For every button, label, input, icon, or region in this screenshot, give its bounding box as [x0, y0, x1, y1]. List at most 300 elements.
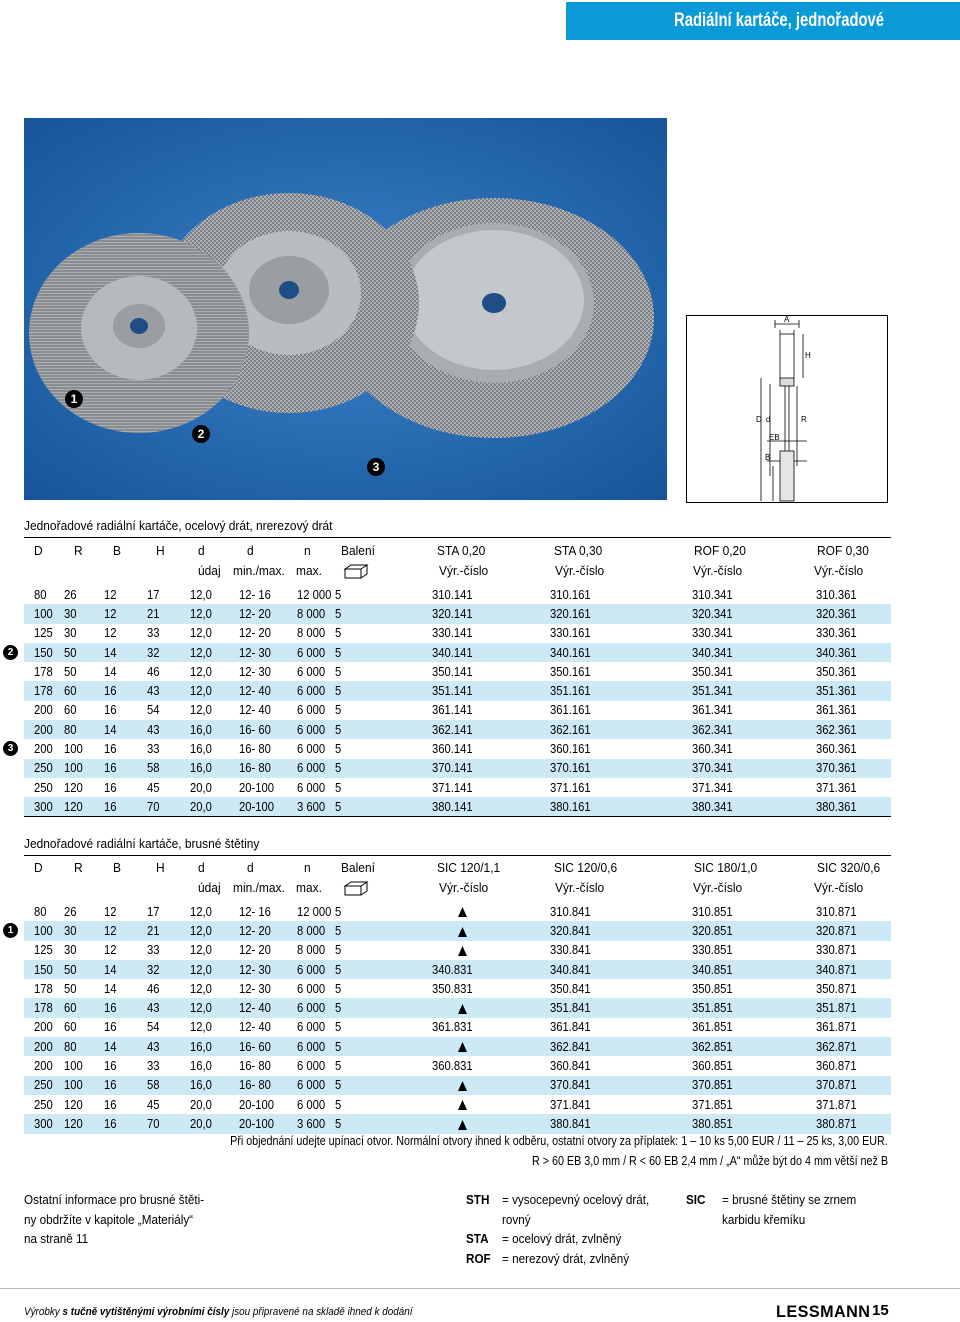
- cell-value: 351.871: [816, 1001, 857, 1016]
- table-row: [24, 1037, 891, 1056]
- section1-bottom-rule: [24, 816, 891, 817]
- cell-value: 6 000: [297, 1059, 326, 1074]
- cell-value: 16: [103, 742, 117, 757]
- section1-header-top-1: R: [74, 543, 83, 558]
- cell-value: 12: [103, 606, 117, 621]
- table-row: [24, 624, 891, 643]
- cell-value: 361.841: [550, 1020, 591, 1035]
- cell-value: 371.141: [431, 780, 473, 795]
- cell-value: 70: [147, 799, 160, 814]
- cell-value: 100: [34, 923, 53, 938]
- cell-value: 120: [64, 1116, 84, 1131]
- section1-header-top-3: H: [156, 543, 165, 558]
- legend-text-rof: = nerezový drát, zvlněný: [502, 1250, 630, 1266]
- cell-value: 100: [34, 606, 53, 621]
- cell-value: 5: [334, 981, 341, 996]
- table-row: [24, 960, 891, 979]
- section2-header-top-1: R: [74, 860, 83, 875]
- section2-header-bottom-2: max.: [296, 880, 322, 895]
- cell-value: 5: [334, 1078, 341, 1093]
- table-row: [24, 1114, 891, 1133]
- cell-value: 320.161: [550, 606, 591, 621]
- cell-value: 5: [334, 645, 341, 660]
- triangle-icon: [458, 1120, 467, 1130]
- table-row: [24, 778, 891, 797]
- info-text: [24, 1190, 204, 1249]
- legend-left: [466, 1190, 649, 1268]
- cell-value: 16- 60: [239, 722, 272, 737]
- section1-header-bottom-3: Výr.-číslo: [439, 563, 489, 578]
- table-row: [24, 1095, 891, 1114]
- section1-header-top-4: d: [198, 543, 205, 558]
- cell-value: 120: [64, 799, 84, 814]
- cell-value: 178: [34, 1001, 53, 1016]
- cell-value: 100: [64, 742, 84, 757]
- cell-value: 350.161: [550, 664, 591, 679]
- cell-value: 340.361: [816, 645, 857, 660]
- cell-value: 33: [147, 1059, 160, 1074]
- cell-value: 16: [103, 703, 117, 718]
- cell-value: 20-100: [239, 780, 275, 795]
- cell-value: 12- 40: [239, 1001, 272, 1016]
- section1-header-top-10: ROF 0,20: [694, 543, 746, 558]
- cell-value: 200: [34, 1059, 53, 1074]
- cell-value: 21: [147, 606, 160, 621]
- cell-value: 330.341: [691, 626, 733, 641]
- cell-value: 350.871: [816, 981, 857, 996]
- cell-value: 12: [103, 943, 117, 958]
- cell-value: 6 000: [297, 703, 326, 718]
- section2-header-bottom-5: Výr.-číslo: [693, 880, 743, 895]
- photo-badge-3: 3: [367, 458, 385, 476]
- cell-value: 8 000: [297, 626, 326, 641]
- cell-value: 12- 30: [239, 645, 272, 660]
- cell-value: 380.871: [816, 1116, 857, 1131]
- table-row: [24, 1076, 891, 1095]
- cell-value: 17: [147, 587, 160, 602]
- cell-value: 12,0: [189, 626, 212, 641]
- section1-header-top-0: D: [34, 543, 43, 558]
- cell-value: 360.851: [691, 1059, 733, 1074]
- cell-value: 20-100: [239, 1097, 275, 1112]
- cell-value: 371.361: [816, 780, 857, 795]
- cell-value: 150: [34, 962, 53, 977]
- cell-value: 5: [334, 742, 341, 757]
- cell-value: 58: [147, 1078, 160, 1093]
- section1-header: [24, 543, 891, 583]
- cell-value: 80: [64, 1039, 77, 1054]
- cell-value: 370.341: [691, 761, 733, 776]
- cell-value: 320.341: [691, 606, 733, 621]
- cell-value: 310.341: [691, 587, 733, 602]
- cell-value: 20-100: [239, 1116, 275, 1131]
- cell-value: 46: [147, 664, 160, 679]
- cell-value: 12,0: [189, 1001, 212, 1016]
- cell-value: 340.841: [550, 962, 591, 977]
- legend-text-sic: = brusné štětiny se zrnem: [722, 1192, 857, 1207]
- cell-value: 362.871: [816, 1039, 857, 1054]
- cell-value: 178: [34, 664, 53, 679]
- brand-logo: LESSMANN: [776, 1302, 871, 1321]
- legend-code-sic: SIC: [686, 1192, 706, 1207]
- cell-value: 20,0: [189, 1097, 212, 1112]
- cell-value: 340.871: [816, 962, 857, 977]
- cell-value: 12: [103, 923, 117, 938]
- section1-header-top-5: d: [247, 543, 254, 558]
- cell-value: 362.841: [550, 1039, 591, 1054]
- cell-value: 16- 80: [239, 742, 272, 757]
- cell-value: 370.851: [691, 1078, 733, 1093]
- dim-label-d-upper: D: [756, 415, 762, 424]
- section2-header-top-2: B: [113, 860, 121, 875]
- cell-value: 300: [34, 799, 53, 814]
- dim-label-d-lower: d: [766, 415, 771, 424]
- cell-value: 45: [147, 1097, 160, 1112]
- cell-value: 360.161: [550, 742, 591, 757]
- cell-value: 6 000: [297, 962, 326, 977]
- cell-value: 16: [103, 1116, 117, 1131]
- section1-title: Jednořadové radiální kartáče, ocelový drát, nrerezový drát: [24, 518, 333, 533]
- cell-value: 330.361: [816, 626, 857, 641]
- cell-value: 6 000: [297, 1078, 326, 1093]
- triangle-icon: [458, 1042, 467, 1052]
- section2-header-top-11: SIC 320/0,6: [817, 860, 881, 875]
- section1-header-bottom-4: Výr.-číslo: [555, 563, 605, 578]
- cell-value: 30: [64, 943, 77, 958]
- cell-value: 5: [334, 1020, 341, 1035]
- triangle-icon: [458, 927, 467, 937]
- cell-value: 371.841: [550, 1097, 591, 1112]
- cell-value: 16- 80: [239, 761, 272, 776]
- cell-value: 360.831: [431, 1059, 473, 1074]
- cell-value: 20,0: [189, 1116, 212, 1131]
- cell-value: 200: [34, 722, 53, 737]
- package-icon: [343, 563, 369, 582]
- legend-text-sta: = ocelový drát, zvlněný: [502, 1231, 622, 1246]
- cell-value: 60: [64, 684, 77, 699]
- section2-rule: [24, 855, 891, 856]
- cell-value: 310.361: [816, 587, 857, 602]
- section1-rule: [24, 537, 891, 538]
- cell-value: 250: [34, 1097, 53, 1112]
- cell-value: 5: [334, 606, 341, 621]
- cell-value: 5: [334, 1097, 341, 1112]
- cell-value: 12,0: [189, 645, 212, 660]
- cell-value: 16- 80: [239, 1078, 272, 1093]
- section2-title: Jednořadové radiální kartáče, brusné štětiny: [24, 836, 260, 851]
- table-row: [24, 979, 891, 998]
- cell-value: 5: [334, 626, 341, 641]
- cell-value: 12- 20: [239, 606, 272, 621]
- table-row: [24, 998, 891, 1017]
- cell-value: 340.831: [431, 962, 473, 977]
- cell-value: 351.141: [431, 684, 473, 699]
- cell-value: 12,0: [189, 684, 212, 699]
- cell-value: 50: [64, 981, 77, 996]
- legend-text-sth-2: rovný: [502, 1211, 531, 1227]
- cell-value: 16: [103, 780, 117, 795]
- cell-value: 12,0: [189, 703, 212, 718]
- cell-value: 16: [103, 1001, 117, 1016]
- cell-value: 330.851: [691, 943, 733, 958]
- cell-value: 380.141: [431, 799, 473, 814]
- cell-value: 80: [34, 904, 47, 919]
- cell-value: 250: [34, 780, 53, 795]
- legend-code-rof: ROF: [466, 1250, 491, 1266]
- cell-value: 371.341: [691, 780, 733, 795]
- cell-value: 5: [334, 722, 341, 737]
- section2-table: [24, 902, 891, 1134]
- cell-value: 16: [103, 684, 117, 699]
- cell-value: 5: [334, 664, 341, 679]
- cell-value: 380.161: [550, 799, 591, 814]
- cell-value: 5: [334, 1059, 341, 1074]
- cell-value: 360.141: [431, 742, 473, 757]
- cell-value: 5: [334, 943, 341, 958]
- legend-text-sic-2: karbidu křemíku: [722, 1211, 806, 1227]
- cell-value: 5: [334, 1001, 341, 1016]
- section1-table: [24, 585, 891, 817]
- cell-value: 178: [34, 981, 53, 996]
- cell-value: 16,0: [189, 742, 212, 757]
- cell-value: 330.141: [431, 626, 473, 641]
- legend-code-sth: STH: [466, 1192, 490, 1207]
- cell-value: 351.341: [691, 684, 733, 699]
- cell-value: 351.161: [550, 684, 591, 699]
- table-row: [24, 662, 891, 681]
- cell-value: 350.831: [431, 981, 473, 996]
- cell-value: 200: [34, 1020, 53, 1035]
- cell-value: 50: [64, 645, 77, 660]
- cell-value: 80: [34, 587, 47, 602]
- cell-value: 361.141: [431, 703, 473, 718]
- title-bar: [566, 2, 960, 40]
- cell-value: 14: [103, 664, 117, 679]
- section1-header-bottom-6: Výr.-číslo: [814, 563, 864, 578]
- cell-value: 16: [103, 761, 117, 776]
- cell-value: 6 000: [297, 780, 326, 795]
- cell-value: 12- 30: [239, 981, 272, 996]
- cell-value: 12,0: [189, 904, 212, 919]
- cell-value: 20,0: [189, 799, 212, 814]
- cell-value: 5: [334, 703, 341, 718]
- cell-value: 12- 30: [239, 962, 272, 977]
- cell-value: 6 000: [297, 1020, 326, 1035]
- cell-value: 12,0: [189, 962, 212, 977]
- table-row: [24, 902, 891, 921]
- cell-value: 32: [147, 645, 160, 660]
- section2-header-bottom-0: údaj: [198, 880, 221, 895]
- section2-header-top-3: H: [156, 860, 165, 875]
- cell-value: 16: [103, 1020, 117, 1035]
- cell-value: 30: [64, 923, 77, 938]
- cell-value: 6 000: [297, 645, 326, 660]
- cell-value: 14: [103, 645, 117, 660]
- cell-value: 370.871: [816, 1078, 857, 1093]
- triangle-icon: [458, 907, 467, 917]
- section2-header-top-10: SIC 180/1,0: [694, 860, 758, 875]
- cell-value: 380.341: [691, 799, 733, 814]
- cell-value: 370.841: [550, 1078, 591, 1093]
- cell-value: 250: [34, 761, 53, 776]
- cell-value: 370.141: [431, 761, 473, 776]
- cell-value: 351.841: [550, 1001, 591, 1016]
- cell-value: 32: [147, 962, 160, 977]
- cell-value: 350.361: [816, 664, 857, 679]
- cell-value: 70: [147, 1116, 160, 1131]
- cell-value: 361.341: [691, 703, 733, 718]
- cell-value: 310.141: [431, 587, 473, 602]
- cell-value: 14: [103, 1039, 117, 1054]
- section2-header-bottom-6: Výr.-číslo: [814, 880, 864, 895]
- cell-value: 12- 16: [239, 904, 272, 919]
- cell-value: 12,0: [189, 1020, 212, 1035]
- cell-value: 310.871: [816, 904, 857, 919]
- brushes-illustration: [24, 118, 667, 500]
- triangle-icon: [458, 1004, 467, 1014]
- cell-value: 12,0: [189, 606, 212, 621]
- section1-header-top-9: STA 0,30: [554, 543, 603, 558]
- cell-value: 350.341: [691, 664, 733, 679]
- section2-header-top-9: SIC 120/0,6: [554, 860, 618, 875]
- cell-value: 54: [147, 1020, 160, 1035]
- table-row: [24, 797, 891, 816]
- cell-value: 16- 80: [239, 1059, 272, 1074]
- cell-value: 5: [334, 1039, 341, 1054]
- cell-value: 6 000: [297, 1039, 326, 1054]
- section2-header: [24, 860, 891, 900]
- info-line-1: Ostatní informace pro brusné štěti-: [24, 1192, 205, 1207]
- cell-value: 33: [147, 742, 160, 757]
- table-row: [24, 643, 891, 662]
- cell-value: 12- 40: [239, 1020, 272, 1035]
- cell-value: 6 000: [297, 1097, 326, 1112]
- cell-value: 310.841: [550, 904, 591, 919]
- cell-value: 3 600: [297, 1116, 326, 1131]
- cell-value: 14: [103, 981, 117, 996]
- cell-value: 16,0: [189, 1039, 212, 1054]
- triangle-icon: [458, 946, 467, 956]
- cell-value: 8 000: [297, 943, 326, 958]
- cell-value: 12,0: [189, 587, 212, 602]
- cell-value: 20-100: [239, 799, 275, 814]
- table-row: [24, 1018, 891, 1037]
- cell-value: 5: [334, 780, 341, 795]
- cell-value: 120: [64, 780, 84, 795]
- cell-value: 360.871: [816, 1059, 857, 1074]
- cell-value: 17: [147, 904, 160, 919]
- cell-value: 12 000: [297, 904, 332, 919]
- cell-value: 371.871: [816, 1097, 857, 1112]
- eb-note: R > 60 EB 3,0 mm / R < 60 EB 2,4 mm / „A“ může být do 4 mm větší než B: [531, 1154, 888, 1168]
- stock-note-b: s tučně vytištěnými výrobními čísly: [62, 1306, 230, 1318]
- cell-value: 26: [64, 587, 77, 602]
- cell-value: 6 000: [297, 1001, 326, 1016]
- cell-value: 12- 20: [239, 626, 272, 641]
- cell-value: 371.161: [550, 780, 591, 795]
- cell-value: 54: [147, 703, 160, 718]
- section1-header-top-7: Balení: [341, 543, 375, 558]
- cell-value: 14: [103, 722, 117, 737]
- table-row: [24, 701, 891, 720]
- cell-value: 12,0: [189, 664, 212, 679]
- cell-value: 5: [334, 923, 341, 938]
- cell-value: 362.141: [431, 722, 473, 737]
- cell-value: 320.361: [816, 606, 857, 621]
- dimension-diagram: [686, 315, 888, 503]
- cell-value: 12- 20: [239, 943, 272, 958]
- section1-header-bottom-0: údaj: [198, 563, 221, 578]
- cell-value: 16,0: [189, 1059, 212, 1074]
- cell-value: 380.851: [691, 1116, 733, 1131]
- cell-value: 16: [103, 1059, 117, 1074]
- section2-row-badge-0: 1: [3, 923, 18, 938]
- cell-value: 362.341: [691, 722, 733, 737]
- section1-row-badge-1: 3: [3, 741, 18, 756]
- cell-value: 362.361: [816, 722, 857, 737]
- cell-value: 340.141: [431, 645, 473, 660]
- cell-value: 12- 16: [239, 587, 272, 602]
- cell-value: 45: [147, 780, 160, 795]
- cell-value: 340.851: [691, 962, 733, 977]
- cell-value: 178: [34, 684, 53, 699]
- section2-header-bottom-4: Výr.-číslo: [555, 880, 605, 895]
- cell-value: 6 000: [297, 742, 326, 757]
- section1-header-top-6: n: [304, 543, 311, 558]
- cell-value: 200: [34, 703, 53, 718]
- dim-label-a: A: [784, 316, 790, 324]
- cell-value: 361.871: [816, 1020, 857, 1035]
- cell-value: 16: [103, 1078, 117, 1093]
- dim-label-h: H: [805, 351, 811, 360]
- cell-value: 12: [103, 626, 117, 641]
- cell-value: 16: [103, 1097, 117, 1112]
- cell-value: 340.341: [691, 645, 733, 660]
- cell-value: 50: [64, 962, 77, 977]
- cell-value: 362.851: [691, 1039, 733, 1054]
- cell-value: 16- 60: [239, 1039, 272, 1054]
- cell-value: 12- 30: [239, 664, 272, 679]
- cell-value: 20,0: [189, 780, 212, 795]
- cell-value: 150: [34, 645, 53, 660]
- cell-value: 100: [64, 1059, 84, 1074]
- cell-value: 16,0: [189, 761, 212, 776]
- cell-value: 5: [334, 587, 341, 602]
- cell-value: 5: [334, 962, 341, 977]
- cell-value: 12- 20: [239, 923, 272, 938]
- cell-value: 33: [147, 626, 160, 641]
- order-note: Při objednání udejte upínací otvor. Normální otvory ihned k odběru, ostatní otvory za příplatek: 1 – 10 ks 5,00 EUR / 11 – 25 ks, 3,00 EUR.: [230, 1134, 888, 1148]
- cell-value: 5: [334, 1116, 341, 1131]
- cell-value: 371.851: [691, 1097, 733, 1112]
- cell-value: 43: [147, 722, 160, 737]
- legend-right: [686, 1190, 856, 1229]
- cell-value: 30: [64, 626, 77, 641]
- cell-value: 16: [103, 799, 117, 814]
- dim-label-b: B: [765, 453, 771, 462]
- cell-value: 21: [147, 923, 160, 938]
- section2-header-bottom-1: min./max.: [233, 880, 285, 895]
- cell-value: 330.871: [816, 943, 857, 958]
- cell-value: 320.841: [550, 923, 591, 938]
- cell-value: 100: [64, 1078, 84, 1093]
- cell-value: 8 000: [297, 606, 326, 621]
- cell-value: 361.851: [691, 1020, 733, 1035]
- cell-value: 360.361: [816, 742, 857, 757]
- table-row: [24, 921, 891, 940]
- cell-value: 14: [103, 962, 117, 977]
- cell-value: 12: [103, 587, 117, 602]
